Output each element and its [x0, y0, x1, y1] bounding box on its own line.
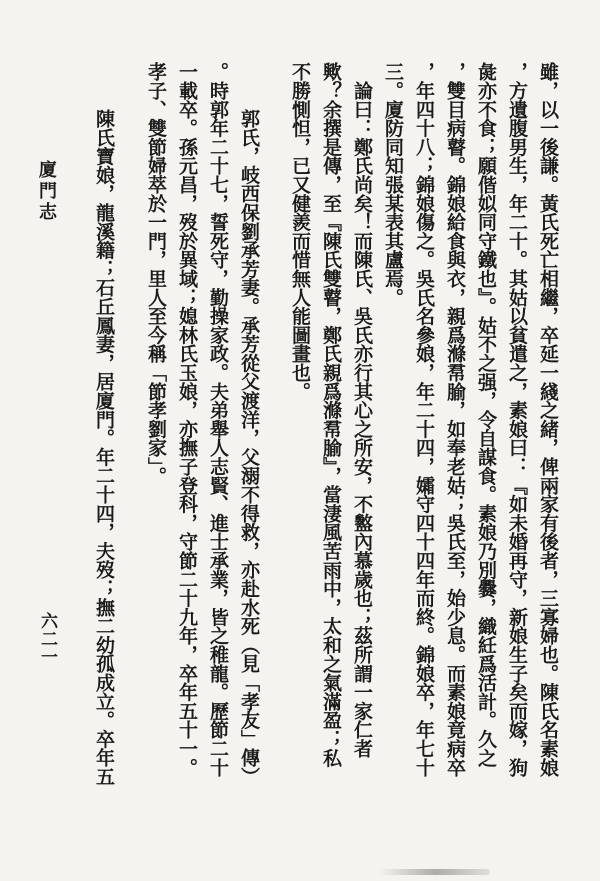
text-column-11: 。時郭年二十七，誓死守，勤操家政。夫弟舉人志賢、進士承業，皆之稚龍。歷節二十 — [207, 62, 229, 777]
text-column-7: 論曰：鄭氏尚矣！而陳氏、吳氏亦行其心之所安，不盭內慕歲也；茲所謂一家仁者 — [351, 62, 373, 758]
text-column-12: 一載卒。孫元昌，歿於異域；媳林氏玉娘，亦撫子登科，守節二十九年，卒年五十一。 — [176, 62, 198, 777]
text-column-6: 三。廈防同知張某表其盧焉。 — [382, 62, 404, 307]
print-smudge — [380, 869, 490, 875]
text-column-1: 雖，以一後謙。黃氏死亡相繼，卒延一綫之緒，俾兩家有後者，三寡婦也。陳氏名素娘 — [537, 62, 559, 777]
page-number: 六二一 — [37, 612, 57, 666]
text-column-8: 歟？余撰是傳，至『陳氏雙瞽，鄭氏親爲滌帬腧』，當淒風苦雨中，太和之氣滿盈；私 — [320, 62, 342, 767]
text-column-10: 郭氏，岐西保劉承芳妻。承芳從父渡洋，父溺不得救，亦赴水死（見「孝友」傳） — [238, 90, 260, 786]
text-column-5: ，年四十八；錦娘傷之。吳氏名參娘，年二十四，孀守四十四年而終。錦娘卒，年七十 — [413, 62, 435, 777]
text-column-9: 不勝惻怛，已又健羨而惜無人能圖畫也。 — [289, 62, 311, 401]
text-column-13: 孝子、雙節婦萃於一門，里人至今稱「節孝劉家」。 — [145, 62, 167, 485]
book-title: 廈門志 — [36, 160, 57, 223]
text-column-4: ，雙目病瞽。錦娘給食與衣，親爲滌帬腧，如奉老姑；吳氏至，始少息。而素娘竟病卒 — [444, 62, 466, 777]
text-column-3: 彘亦不食；願偕姒同守鐵也』。姑不之强，令自謀食。素娘乃別爨，織紝爲活計。久之 — [475, 62, 497, 767]
text-column-2: ，方遺腹男生，年二十。其姑以貧遣之，素娘曰：『如未婚再守，新娘生子矣而嫁，狗 — [506, 62, 528, 777]
text-column-14: 陳氏寶娘，龍溪籍；石丘鳳妻，居廈門。年二十四，夫歿；撫二幼孤成立。卒年五 — [93, 90, 115, 786]
